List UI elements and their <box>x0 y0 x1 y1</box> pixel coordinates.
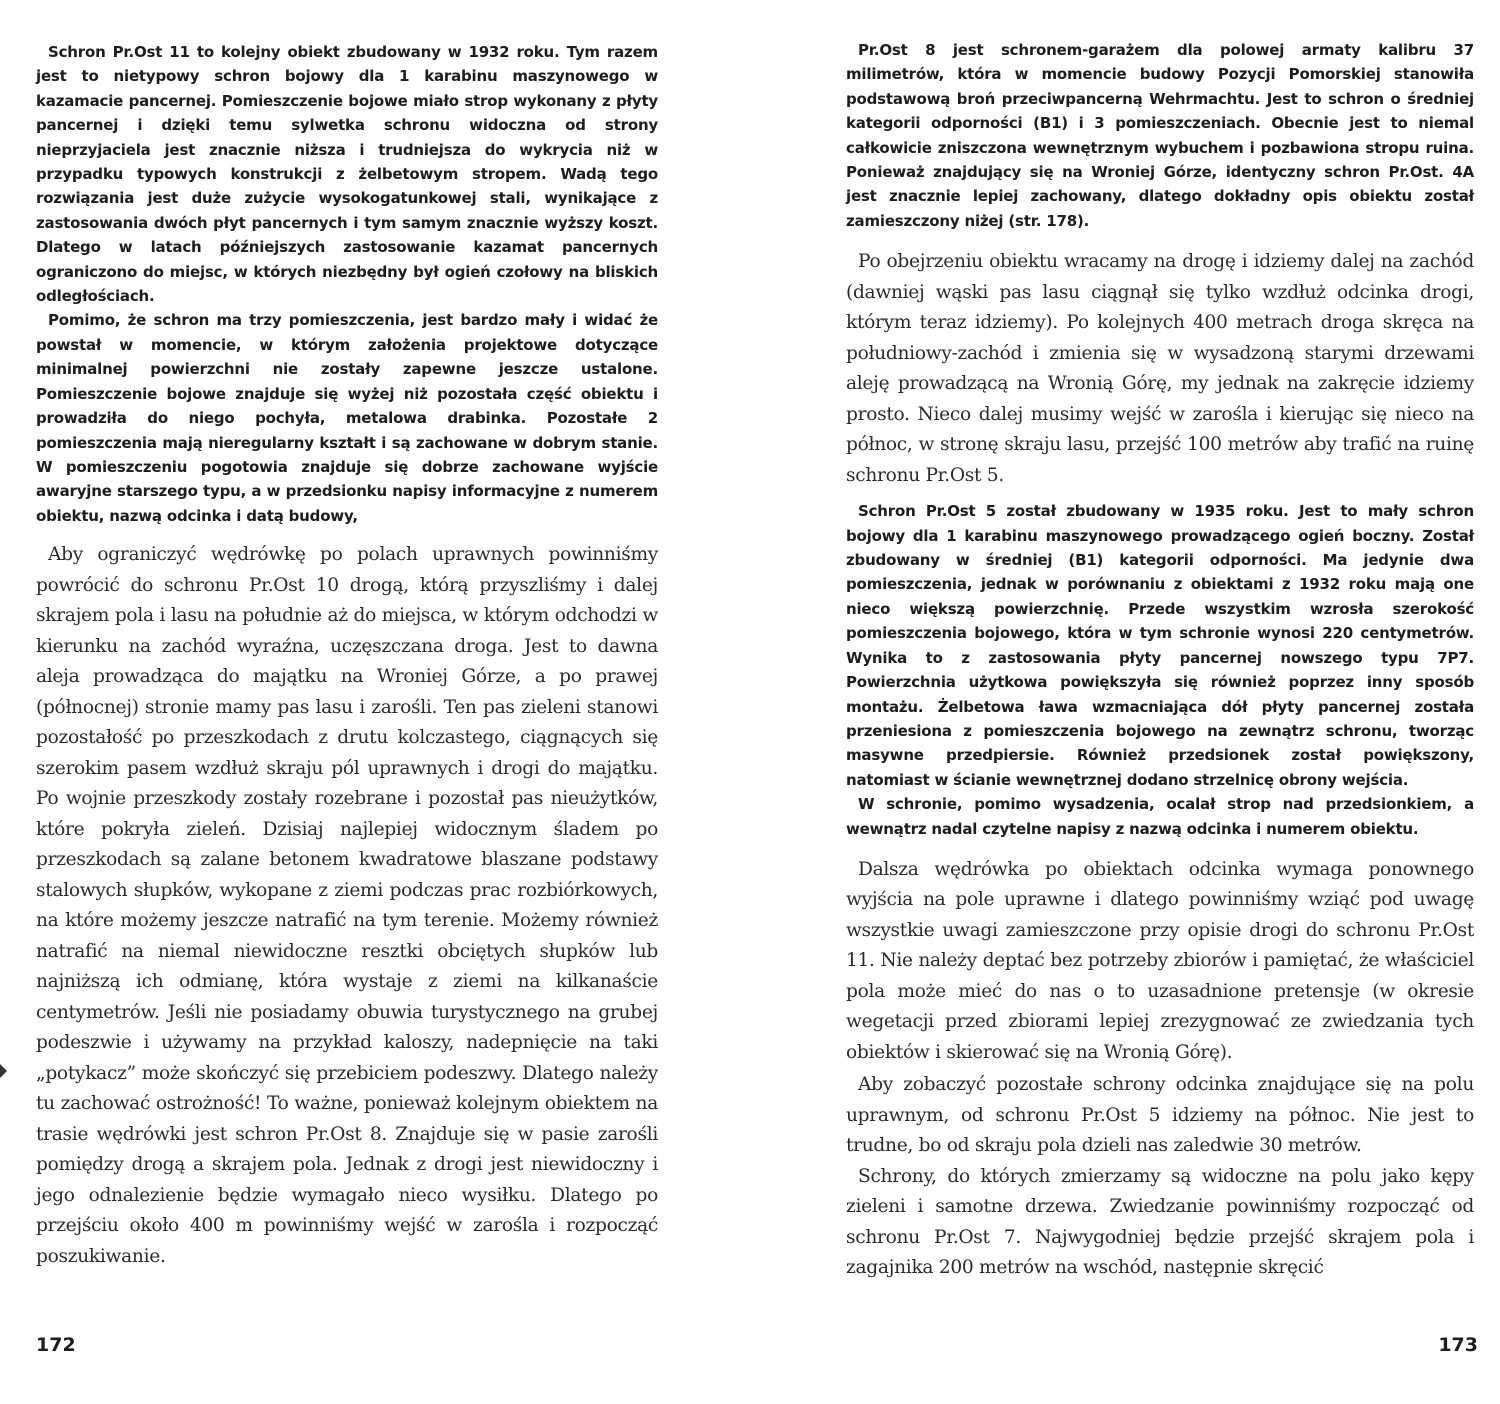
paragraph: Schron Pr.Ost 5 został zbudowany w 1935 roku. Jest to mały schron bojowy dla 1 karabinu maszynowego prowadzącego ogień boczny. Został zbudowany w średniej (B1) kategorii odporności. Ma jedynie dwa pomieszczenia, jednak w porównaniu z obiektami z 1932 roku mają one nieco większą powierzchnię. Przede wszystkim wzrosła szerokość pomieszczenia bojowego, która w tym schronie wynosi 220 centymetrów. Wynika to z zastosowania płyty pancernej nowszego typu 7P7. Powierzchnia użytkowa powiększyła się również poprzez inny sposób montażu. Żelbetowa ława wzmacniająca dół płyty pancernej została przeniesiona z pomieszczenia bojowego na zewnątrz schronu, tworząc masywne przedpiersie. Również przedsionek został powiększony, natomiast w ścianie wewnętrznej dodano strzelnicę obrony wejścia. <box>846 502 1474 789</box>
paragraph: Pr.Ost 8 jest schronem-garażem dla polowej armaty kalibru 37 milimetrów, która w momencie budowy Pozycji Pomorskiej stanowiła podstawową broń przeciwpancerną Wehrmachtu. Jest to schron o średniej kategorii odporności (B1) i 3 pomieszczeniach. Obecnie jest to niemal całkowicie zniszczona wewnętrznym wybuchem i pozbawiona stropu ruina. Ponieważ znajdujący się na Wroniej Górze, identyczny schron Pr.Ost. 4A jest znacznie lepiej zachowany, dlatego dokładny opis obiektu został zamieszczony niżej (str. 178). <box>846 41 1474 230</box>
paragraph: Aby zobaczyć pozostałe schrony odcinka znajdujące się na polu uprawnym, od schronu Pr.Ost 5 idziemy na północ. Nie jest to trudne, bo od skraju pola dzieli nas zaledwie 30 metrów. <box>846 1074 1474 1157</box>
paragraph: Pomimo, że schron ma trzy pomieszczenia, jest bardzo mały i widać że powstał w momencie, w którym założenia projektowe dotyczące minimalnej powierzchni nie zostały zapewne jeszcze ustalone. Pomieszczenie bojowe znajduje się wyżej niż pozostała część obiektu i prowadziła do niego pochyła, metalowa drabinka. Pozostałe 2 pomieszczenia mają nieregularny kształt i są zachowane w dobrym stanie. W pomieszczeniu pogotowia znajduje się dobrze zachowane wyjście awaryjne starszego typu, a w przedsionku napisy informacyjne z numerem obiektu, nazwą odcinka i datą budowy, <box>36 311 658 525</box>
right-text-column <box>846 38 1474 1284</box>
paragraph: W schronie, pomimo wysadzenia, ocalał strop nad przedsionkiem, a wewnątrz nadal czytelne napisy z nazwą odcinka i numerem obiektu. <box>846 795 1474 838</box>
paragraph: Schrony, do których zmierzamy są widoczne na polu jako kępy zieleni i samotne drzewa. Zwiedzanie powinniśmy rozpocząć od schronu Pr.Ost 7. Najwygodniej będzie przejść skrajem pola i zagajnika 200 metrów na wschód, następnie skręcić <box>846 1165 1474 1279</box>
paragraph: Po obejrzeniu obiektu wracamy na drogę i idziemy dalej na zachód (dawniej wąski pas lasu ciągnął się tylko wzdłuż odcinka drogi, którym teraz idziemy). Po kolejnych 400 metrach droga skręca na południowy-zachód i zmienia się w wysadzoną starymi drzewami aleję prowadzącą na Wronią Górę, my jednak na zakręcie idziemy prosto. Nieco dalej musimy wejść w zarośla i kierując się nieco na północ, w stronę skraju lasu, przejść 100 metrów aby trafić na ruinę schronu Pr.Ost 5. <box>846 251 1474 486</box>
left-text-column <box>36 40 658 1272</box>
right-page <box>750 0 1500 1404</box>
paragraph: Aby ograniczyć wędrówkę po polach uprawnych powinniśmy powrócić do schronu Pr.Ost 10 drogą, którą przyszliśmy i dalej skrajem pola i lasu na południe aż do miejsca, w którym odchodzi w kierunku na zachód wyraźna, uczęszczana droga. Jest to dawna aleja prowadząca do majątku na Wroniej Górze, a po prawej (północnej) stronie mamy pas lasu i zarośli. Ten pas zieleni stanowi pozostałość po przeszkodach z drutu kolczastego, ciągnących się szerokim pasem wzdłuż skraju pól uprawnych i drogi do majątku. Po wojnie przeszkody zostały rozebrane i pozostał pas nieużytków, które pokryła zieleń. Dzisiaj najlepiej widocznym śladem po przeszkodach są zalane betonem kwadratowe blaszane podstawy stalowych słupków, wykopane z ziemi podczas prac rozbiórkowych, na które możemy jeszcze natrafić na tym terenie. Możemy również natrafić na niemal niewidoczne resztki obciętych słupków lub najniższą ich odmianę, która wystaje z ziemi na kilkanaście centymetrów. Jeśli nie posiadamy obuwia turystycznego na grubej podeszwie i używamy na przykład kaloszy, nadepnięcie na taki „potykacz” może skończyć się przebiciem podeszwy. Dlatego należy tu zachować ostrożność! To ważne, ponieważ kolejnym obiektem na trasie wędrówki jest schron Pr.Ost 8. Znajduje się w pasie zarośli pomiędzy drogą a skrajem pola. Jednak z drogi jest niewidoczny i jego odnalezienie będzie wymagało nieco wysiłku. Dlatego po przejściu około 400 m powinniśmy wejść w zarośla i rozpocząć poszukiwanie. <box>36 544 658 1267</box>
page-number: 173 <box>1438 1334 1478 1356</box>
paragraph: Schron Pr.Ost 11 to kolejny obiekt zbudowany w 1932 roku. Tym razem jest to nietypowy schron bojowy dla 1 karabinu maszynowego w kazamacie pancernej. Pomieszczenie bojowe miało strop wykonany z płyty pancernej i dzięki temu sylwetka schronu widoczna od strony nieprzyjaciela jest znacznie niższa i trudniejsza do wykrycia niż w przypadku typowych konstrukcji z żelbetowym stropem. Wadą tego rozwiązania jest duże zużycie wysokogatunkowej stali, wynikające z zastosowania dwóch płyt pancernych i tym samym znacznie wyższy koszt. Dlatego w latach późniejszych zastosowanie kazamat pancernych ograniczono do miejsc, w których niezbędny był ogień czołowy na bliskich odległościach. <box>36 43 658 306</box>
paragraph: Dalsza wędrówka po obiektach odcinka wymaga ponownego wyjścia na pole uprawne i dlatego powinniśmy wziąć pod uwagę wszystkie uwagi zamieszczone przy opisie drogi do schronu Pr.Ost 11. Nie należy deptać bez potrzeby zbiorów i pamiętać, że właściciel pola może mieć do nas o to uzasadnione pretensje (w okresie wegetacji przed zbiorami lepiej zrezygnować ze zwiedzania tych obiektów i skierować się na Wronią Górę). <box>846 858 1474 1063</box>
margin-arrow-icon <box>0 1064 7 1078</box>
page-number: 172 <box>36 1334 76 1356</box>
